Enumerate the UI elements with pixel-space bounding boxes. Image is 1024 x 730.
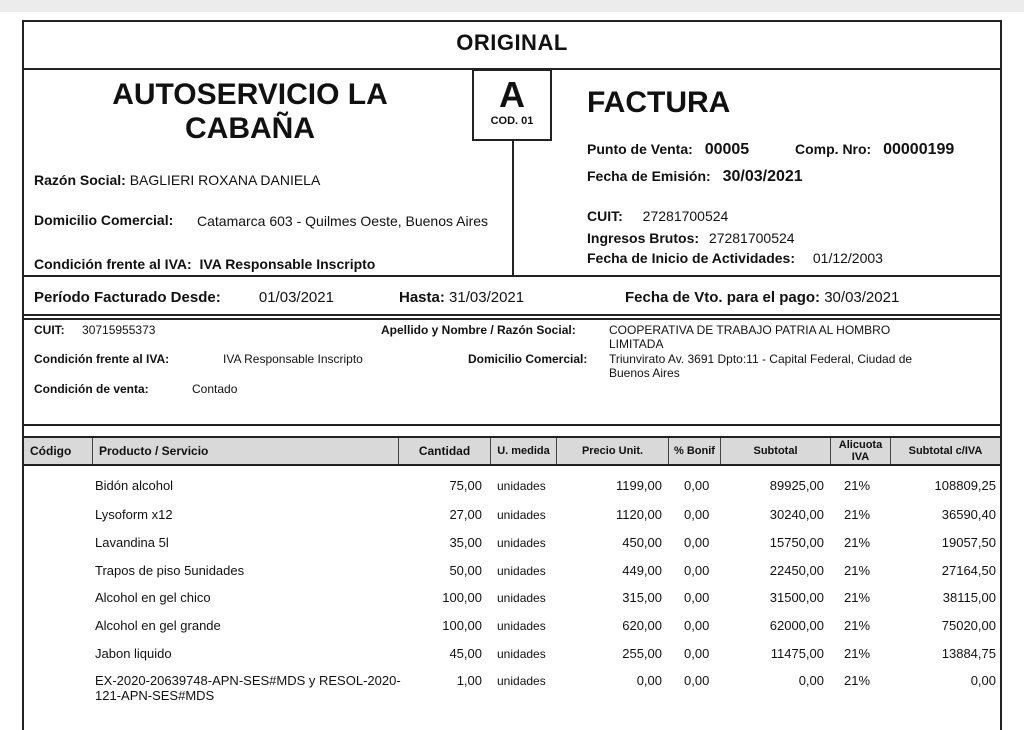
domicilio-label: Domicilio Comercial: [34,212,174,228]
col-alicuota [830,438,890,464]
cell-bonif: 0,00 [684,563,710,578]
cell-cantidad: 1,00 [456,673,482,688]
col-bonif: % Bonif [668,438,720,464]
ingresos-brutos-value: 27281700524 [708,230,795,246]
fecha-emision [587,168,803,186]
cell-subtotal: 22450,00 [769,563,824,578]
period-desde-label: Período Facturado Desde: [34,289,221,306]
period-vto-value: 30/03/2021 [824,289,900,306]
client-nombre-line2: LIMITADA [609,337,664,351]
cell-alicuota: 21% [844,563,871,578]
period-hasta [399,289,524,306]
cell-umedida: unidades [497,479,546,493]
client-iva-label: Condición frente al IVA: [34,352,170,366]
fecha-emision-value: 30/03/2021 [722,168,803,185]
issuer-iva-value: IVA Responsable Inscripto [199,256,376,272]
cell-precio: 449,00 [622,563,662,578]
fecha-emision-label: Fecha de Emisión: [587,168,711,184]
client-nombre-label: Apellido y Nombre / Razón Social: [381,323,576,337]
cell-subtotal: 11475,00 [770,646,824,661]
cell-subtotal-iva: 27164,50 [941,563,996,578]
cell-alicuota: 21% [844,507,871,522]
client-venta-label: Condición de venta: [34,382,149,396]
table-row [22,478,1002,504]
table-row [22,590,1002,616]
cell-subtotal-iva: 36590,40 [941,507,996,522]
cell-precio: 255,00 [622,646,662,661]
client-iva-value: IVA Responsable Inscripto [223,352,363,366]
client-domicilio-line2: Buenos Aires [609,366,680,380]
period-vto [625,289,899,306]
cell-alicuota: 21% [844,535,871,550]
col-codigo: Código [30,444,72,458]
razon-social [34,172,320,188]
period-vto-label: Fecha de Vto. para el pago: [625,289,821,306]
ingresos-brutos [587,230,795,246]
cell-alicuota: 21% [844,590,871,605]
cell-umedida: unidades [497,508,546,522]
client-cuit [34,323,155,337]
cell-subtotal-iva: 0,00 [970,673,996,688]
col-subtotal-iva: Subtotal c/IVA [890,438,1000,464]
cell-precio: 315,00 [622,590,662,605]
client-nombre-line1: COOPERATIVA DE TRABAJO PATRIA AL HOMBRO [609,323,891,337]
issuer-cuit-value: 27281700524 [642,208,729,224]
table-row [22,507,1002,533]
punto-venta [587,141,749,159]
inicio-actividades-value: 01/12/2003 [812,250,883,266]
issuer-cuit [587,208,728,224]
divider [22,275,1002,277]
cell-umedida: unidades [497,536,546,550]
cell-umedida: unidades [497,564,546,578]
cell-subtotal-iva: 19057,50 [941,535,996,550]
invoice-type-code: COD. 01 [490,115,534,127]
cell-precio: 1120,00 [615,507,662,522]
cell-subtotal: 15750,00 [769,535,824,550]
comp-nro-label: Comp. Nro: [795,141,872,157]
col-alicuota-line1: Alicuota [838,439,883,451]
ingresos-brutos-label: Ingresos Brutos: [587,230,700,246]
cell-subtotal-iva: 108809,25 [934,478,996,493]
client-cuit-label: CUIT: [34,323,65,337]
col-umedida: U. medida [490,438,556,464]
razon-social-value: BAGLIERI ROXANA DANIELA [129,172,321,188]
cell-precio: 1199,00 [615,478,662,493]
col-subtotal: Subtotal [720,438,830,464]
cell-subtotal: 31500,00 [769,590,824,605]
cell-precio: 450,00 [622,535,662,550]
cell-precio: 0,00 [636,673,662,688]
cell-bonif: 0,00 [684,478,710,493]
table-row [22,646,1002,672]
cell-cantidad: 50,00 [449,563,482,578]
cell-producto: Jabon liquido [95,646,172,661]
inicio-actividades [587,250,883,266]
items-table-header [22,436,1002,466]
comp-nro [795,141,954,159]
cell-precio: 620,00 [622,618,662,633]
table-row [22,673,1002,703]
cell-bonif: 0,00 [684,673,710,688]
client-domicilio-line1: Triunvirato Av. 3691 Dpto:11 - Capital Federal, Ciudad de [609,352,913,366]
cell-bonif: 0,00 [684,618,710,633]
razon-social-label: Razón Social: [34,172,126,188]
punto-venta-label: Punto de Venta: [587,141,693,157]
cell-subtotal: 30240,00 [769,507,824,522]
cell-umedida: unidades [497,674,546,688]
period-desde [34,289,334,306]
client-venta-value: Contado [192,382,238,396]
cell-producto: Alcohol en gel grande [95,618,221,633]
cell-bonif: 0,00 [684,507,710,522]
issuer-cuit-label: CUIT: [587,208,623,224]
cell-subtotal-iva: 38115,00 [942,590,996,605]
punto-venta-value: 00005 [704,141,750,158]
cell-umedida: unidades [497,619,546,633]
cell-subtotal: 0,00 [798,673,824,688]
cell-subtotal: 62000,00 [769,618,824,633]
cell-subtotal-iva: 13884,75 [941,646,996,661]
col-producto: Producto / Servicio [92,438,398,464]
cell-cantidad: 35,00 [449,535,482,550]
col-cantidad: Cantidad [398,438,490,464]
table-row [22,535,1002,561]
cell-producto: Alcohol en gel chico [95,590,211,605]
domicilio-value: Catamarca 603 - Quilmes Oeste, Buenos Aires [197,213,489,229]
cell-producto: Bidón alcohol [95,478,174,493]
invoice-type-letter: A [499,74,525,115]
period-hasta-value: 31/03/2021 [449,289,525,306]
cell-subtotal-iva: 75020,00 [941,618,996,633]
cell-producto: Lysoform x12 [95,507,173,522]
cell-alicuota: 21% [844,478,871,493]
issuer-iva-label: Condición frente al IVA: [34,256,192,272]
cell-subtotal: 89925,00 [769,478,824,493]
copy-label: ORIGINAL [456,30,568,55]
cell-bonif: 0,00 [684,590,710,605]
cell-alicuota: 21% [844,618,871,633]
period-desde-value: 01/03/2021 [258,289,334,306]
issuer-iva [34,256,375,272]
cell-cantidad: 75,00 [449,478,482,493]
client-domicilio-label: Domicilio Comercial: [468,352,588,366]
top-strip [0,0,1024,12]
cell-umedida: unidades [497,591,546,605]
cell-bonif: 0,00 [684,535,710,550]
cell-alicuota: 21% [844,646,871,661]
cell-cantidad: 27,00 [449,507,482,522]
period-hasta-label: Hasta: [399,289,445,306]
issuer-name: AUTOSERVICIO LA CABAÑA [112,78,388,145]
cell-producto: Trapos de piso 5unidades [95,563,245,578]
cell-cantidad: 45,00 [449,646,482,661]
cell-umedida: unidades [497,647,546,661]
divider [512,140,514,276]
cell-producto: EX-2020-20639748-APN-SES#MDS y RESOL-2020-121-APN-SES#MDS [95,673,401,703]
cell-alicuota: 21% [844,673,871,688]
divider [22,314,1002,316]
comp-nro-value: 00000199 [883,141,955,158]
client-cuit-value: 30715955373 [82,323,156,337]
invoice-type-box [472,69,552,141]
col-precio: Precio Unit. [556,438,668,464]
col-alicuota-line2: IVA [851,451,870,463]
inicio-actividades-label: Fecha de Inicio de Actividades: [587,250,795,266]
cell-producto: Lavandina 5l [95,535,169,550]
table-row [22,563,1002,589]
table-row [22,618,1002,644]
cell-cantidad: 100,00 [442,590,482,605]
cell-bonif: 0,00 [684,646,710,661]
cell-cantidad: 100,00 [442,618,482,633]
invoice-title: FACTURA [587,86,731,119]
